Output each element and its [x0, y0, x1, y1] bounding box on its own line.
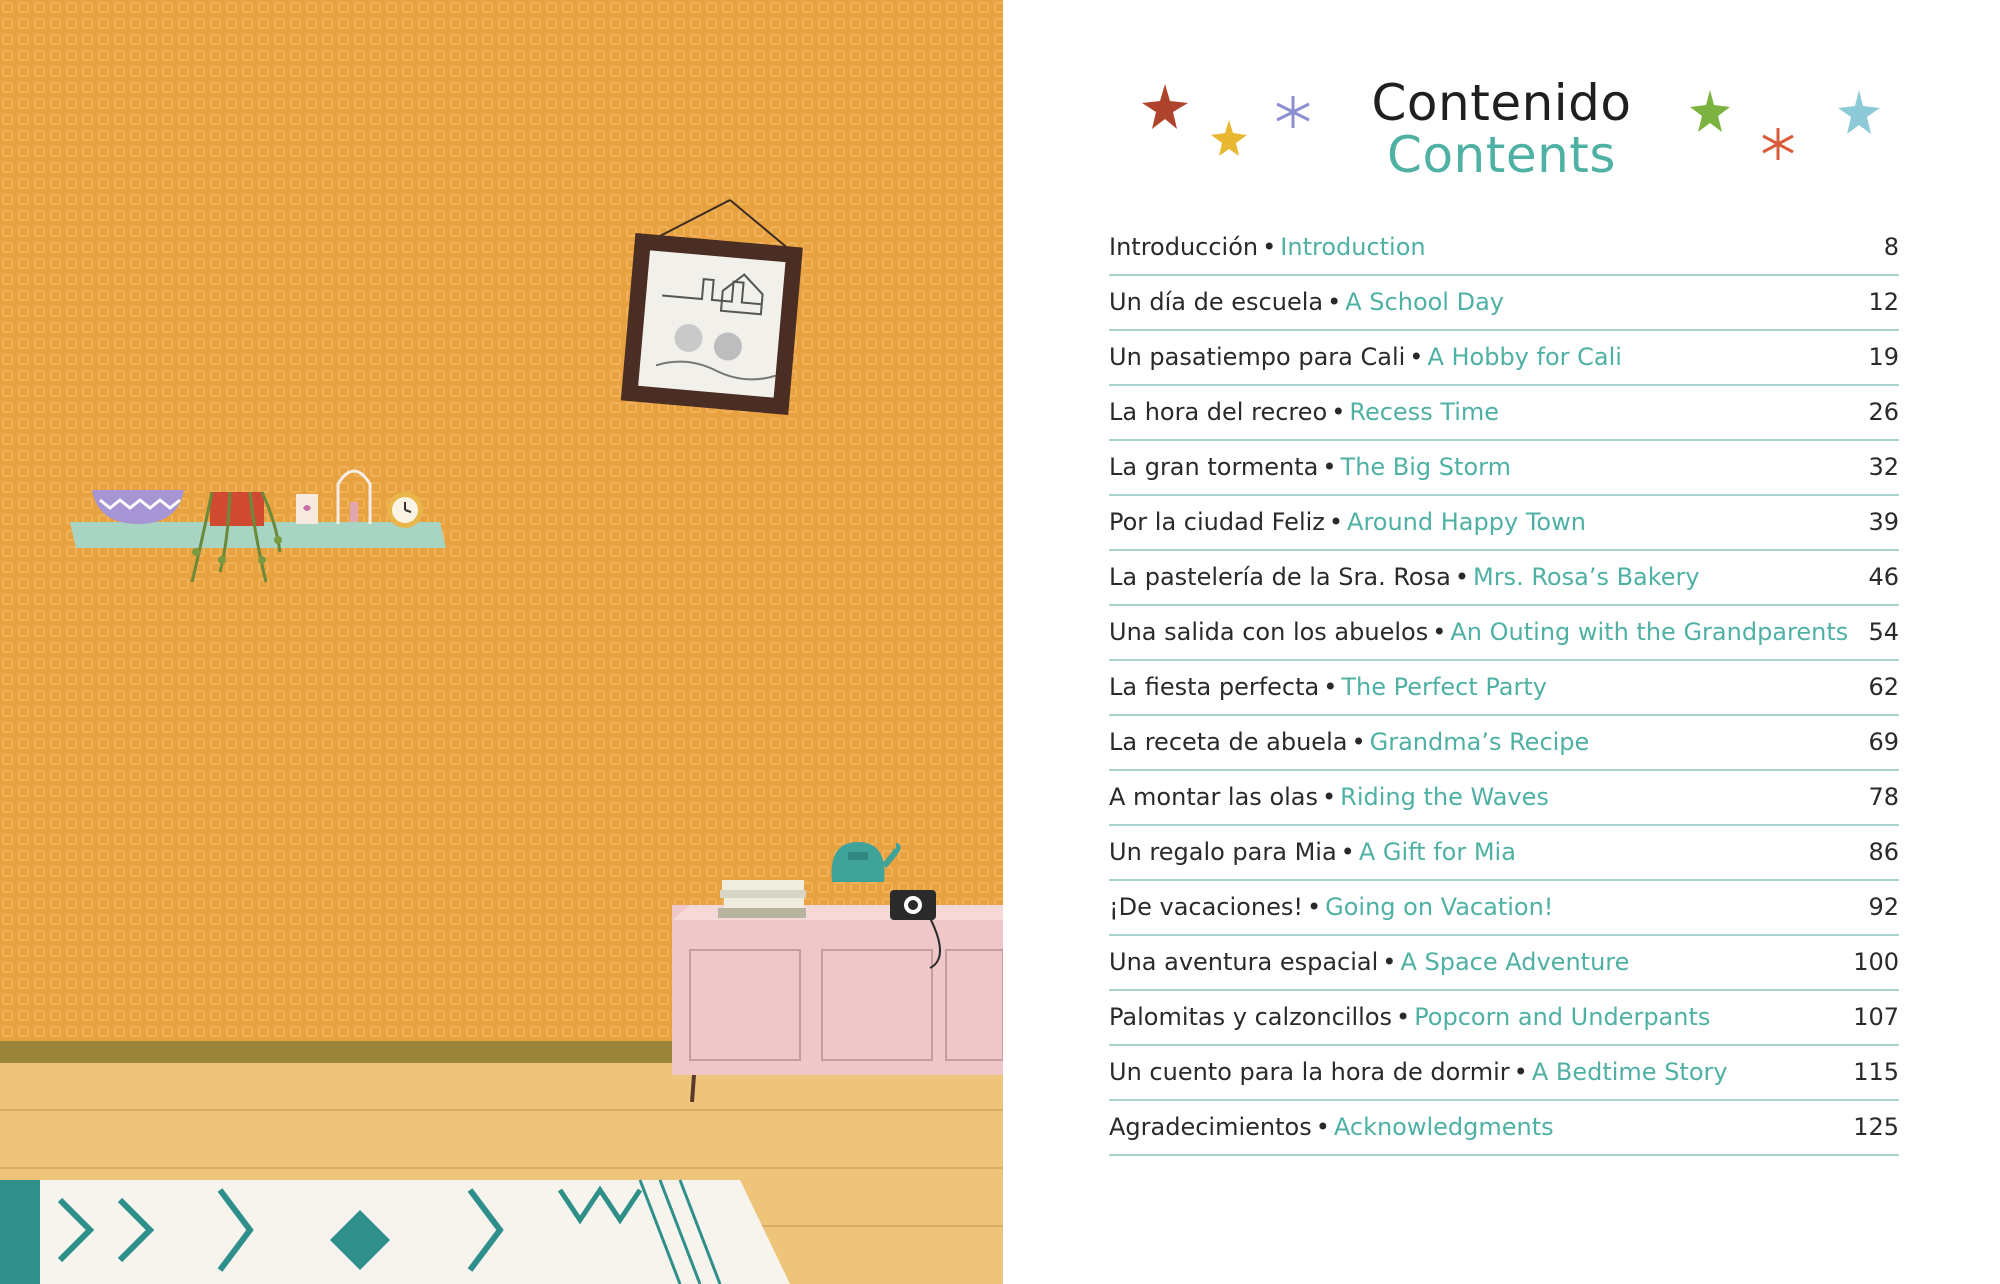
toc-entry-spanish-title: Un cuento para la hora de dormir — [1109, 1058, 1510, 1086]
toc-entry — [1109, 499, 1899, 551]
toc-entry — [1109, 774, 1899, 826]
toc-separator: • — [1331, 398, 1346, 426]
toc-entry — [1109, 719, 1899, 771]
toc-entry-english-title: Popcorn and Underpants — [1414, 1003, 1711, 1031]
toc-entry-spanish-title: Palomitas y calzoncillos — [1109, 1003, 1393, 1031]
toc-separator: • — [1432, 618, 1447, 646]
toc-entry-english-title: Mrs. Rosa’s Bakery — [1472, 563, 1700, 591]
toc-page-number: 62 — [1868, 673, 1899, 701]
toc-page-number: 46 — [1868, 563, 1899, 591]
toc-entry-spanish-title: A montar las olas — [1109, 783, 1319, 811]
toc-separator: • — [1454, 563, 1469, 591]
toc-page-number: 19 — [1868, 343, 1899, 371]
toc-separator: • — [1323, 673, 1338, 701]
toc-page-number: 69 — [1868, 728, 1899, 756]
toc-page-number: 8 — [1883, 233, 1899, 261]
toc-page-number: 32 — [1868, 453, 1899, 481]
toc-entry-english-title: The Big Storm — [1340, 453, 1511, 481]
toc-separator: • — [1262, 233, 1277, 261]
toc-separator: • — [1322, 783, 1337, 811]
toc-separator: • — [1513, 1058, 1528, 1086]
toc-page-number: 92 — [1868, 893, 1899, 921]
toc-entry-english-title: A Space Adventure — [1400, 948, 1630, 976]
toc-entry — [1109, 1104, 1899, 1156]
toc-entry — [1109, 609, 1899, 661]
toc-entry — [1109, 664, 1899, 716]
toc-entry-english-title: Going on Vacation! — [1325, 893, 1554, 921]
toc-entry-english-title: Grandma’s Recipe — [1369, 728, 1590, 756]
toc-separator: • — [1328, 508, 1344, 536]
toc-entry-spanish-title: Una aventura espacial — [1109, 948, 1379, 976]
toc-entry-english-title: An Outing with the Grandparents — [1450, 618, 1849, 646]
contents-page — [1003, 0, 2000, 1284]
toc-separator: • — [1340, 838, 1355, 866]
toc-entry-spanish-title: Un pasatiempo para Cali — [1109, 343, 1406, 371]
toc-entry-english-title: Riding the Waves — [1340, 783, 1549, 811]
toc-entry-english-title: A Bedtime Story — [1531, 1058, 1728, 1086]
toc-page-number: 86 — [1868, 838, 1899, 866]
toc-entry-spanish-title: La gran tormenta — [1109, 453, 1319, 481]
toc-entry-english-title: Acknowledgments — [1333, 1113, 1554, 1141]
toc-page-number: 54 — [1868, 618, 1899, 646]
toc-entry — [1109, 554, 1899, 606]
toc-entry-spanish-title: Agradecimientos — [1109, 1113, 1312, 1141]
table-of-contents — [1109, 224, 1899, 1159]
toc-entry-english-title: A Gift for Mia — [1358, 838, 1516, 866]
title-spanish: Contenido — [1371, 74, 1632, 132]
toc-entry — [1109, 829, 1899, 881]
toc-entry-spanish-title: La receta de abuela — [1109, 728, 1348, 756]
toc-entry-spanish-title: Una salida con los abuelos — [1109, 618, 1429, 646]
toc-entry — [1109, 279, 1899, 331]
toc-entry-english-title: The Perfect Party — [1341, 673, 1547, 701]
toc-separator: • — [1351, 728, 1366, 756]
toc-page-number: 107 — [1853, 1003, 1899, 1031]
toc-entry — [1109, 939, 1899, 991]
toc-page-number: 125 — [1853, 1113, 1899, 1141]
toc-separator: • — [1409, 343, 1424, 371]
toc-entry-english-title: Recess Time — [1349, 398, 1500, 426]
toc-page-number: 12 — [1868, 288, 1899, 316]
toc-entry-spanish-title: Introducción — [1109, 233, 1259, 261]
toc-entry-spanish-title: Un regalo para Mia — [1109, 838, 1337, 866]
patterned-rug — [0, 1180, 790, 1284]
toc-entry — [1109, 884, 1899, 936]
toc-page-number: 39 — [1868, 508, 1899, 536]
toc-entry-english-title: A Hobby for Cali — [1427, 343, 1622, 371]
toc-entry — [1109, 334, 1899, 386]
toc-separator: • — [1382, 948, 1397, 976]
toc-page-number: 78 — [1868, 783, 1899, 811]
toc-entry-spanish-title: Un día de escuela — [1109, 288, 1324, 316]
toc-entry-english-title: A School Day — [1345, 288, 1504, 316]
toc-entry-spanish-title: ¡De vacaciones! — [1109, 893, 1303, 921]
toc-entry — [1109, 224, 1899, 276]
toc-entry-spanish-title: La pastelería de la Sra. Rosa — [1109, 563, 1451, 591]
toc-entry — [1109, 389, 1899, 441]
toc-separator: • — [1315, 1113, 1330, 1141]
toc-entry — [1109, 1049, 1899, 1101]
title-english: Contents — [1387, 126, 1616, 184]
toc-entry-spanish-title: Por la ciudad Feliz — [1109, 508, 1325, 536]
toc-entry-spanish-title: La fiesta perfecta — [1109, 673, 1320, 701]
toc-entry — [1109, 444, 1899, 496]
toc-page-number: 100 — [1853, 948, 1899, 976]
toc-page-number: 115 — [1853, 1058, 1899, 1086]
toc-separator: • — [1306, 893, 1322, 921]
toc-separator: • — [1327, 288, 1342, 316]
toc-entry — [1109, 994, 1899, 1046]
toc-separator: • — [1396, 1003, 1411, 1031]
toc-entry-spanish-title: La hora del recreo — [1109, 398, 1328, 426]
toc-entry-english-title: Introduction — [1280, 233, 1426, 261]
toc-page-number: 26 — [1868, 398, 1899, 426]
toc-separator: • — [1322, 453, 1337, 481]
toc-entry-english-title: Around Happy Town — [1347, 508, 1586, 536]
